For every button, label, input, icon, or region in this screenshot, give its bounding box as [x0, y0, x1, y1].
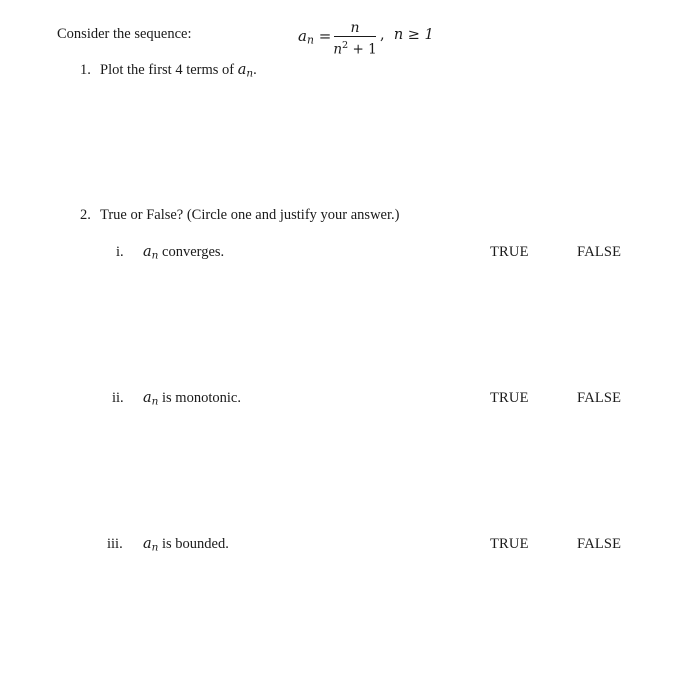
item-iii-true-option[interactable]: TRUE — [490, 536, 529, 552]
item-iii-false-option[interactable]: FALSE — [577, 536, 622, 552]
item-i-true-option[interactable]: TRUE — [490, 244, 529, 260]
item-i-numeral: i. — [116, 244, 124, 260]
q2-number: 2. — [80, 207, 91, 223]
item-ii-numeral: ii. — [112, 390, 124, 406]
item-ii-true-option[interactable]: TRUE — [490, 390, 529, 406]
formula-lhs: $a_n$ = — [298, 27, 332, 47]
item-iii-numeral: iii. — [107, 536, 123, 552]
intro-label: Consider the sequence: — [57, 26, 192, 42]
item-i-false-option[interactable]: FALSE — [577, 244, 622, 260]
item-ii-false-option[interactable]: FALSE — [577, 390, 622, 406]
q1-text: Plot the first 4 terms of $a_n$. — [100, 62, 257, 80]
formula-condition: , n ≥ 1 — [380, 27, 434, 43]
q2-text: True or False? (Circle one and justify your answer.) — [100, 207, 400, 223]
item-ii-statement: $a_n$ is monotonic. — [143, 390, 241, 408]
formula-denominator: $n^2 + 1$ — [333, 40, 377, 58]
formula-numerator: n — [350, 20, 360, 36]
item-i-statement: $a_n$ converges. — [143, 244, 225, 262]
item-iii-statement: $a_n$ is bounded. — [143, 536, 229, 554]
q1-number: 1. — [80, 62, 91, 78]
formula-fraction — [333, 20, 377, 59]
